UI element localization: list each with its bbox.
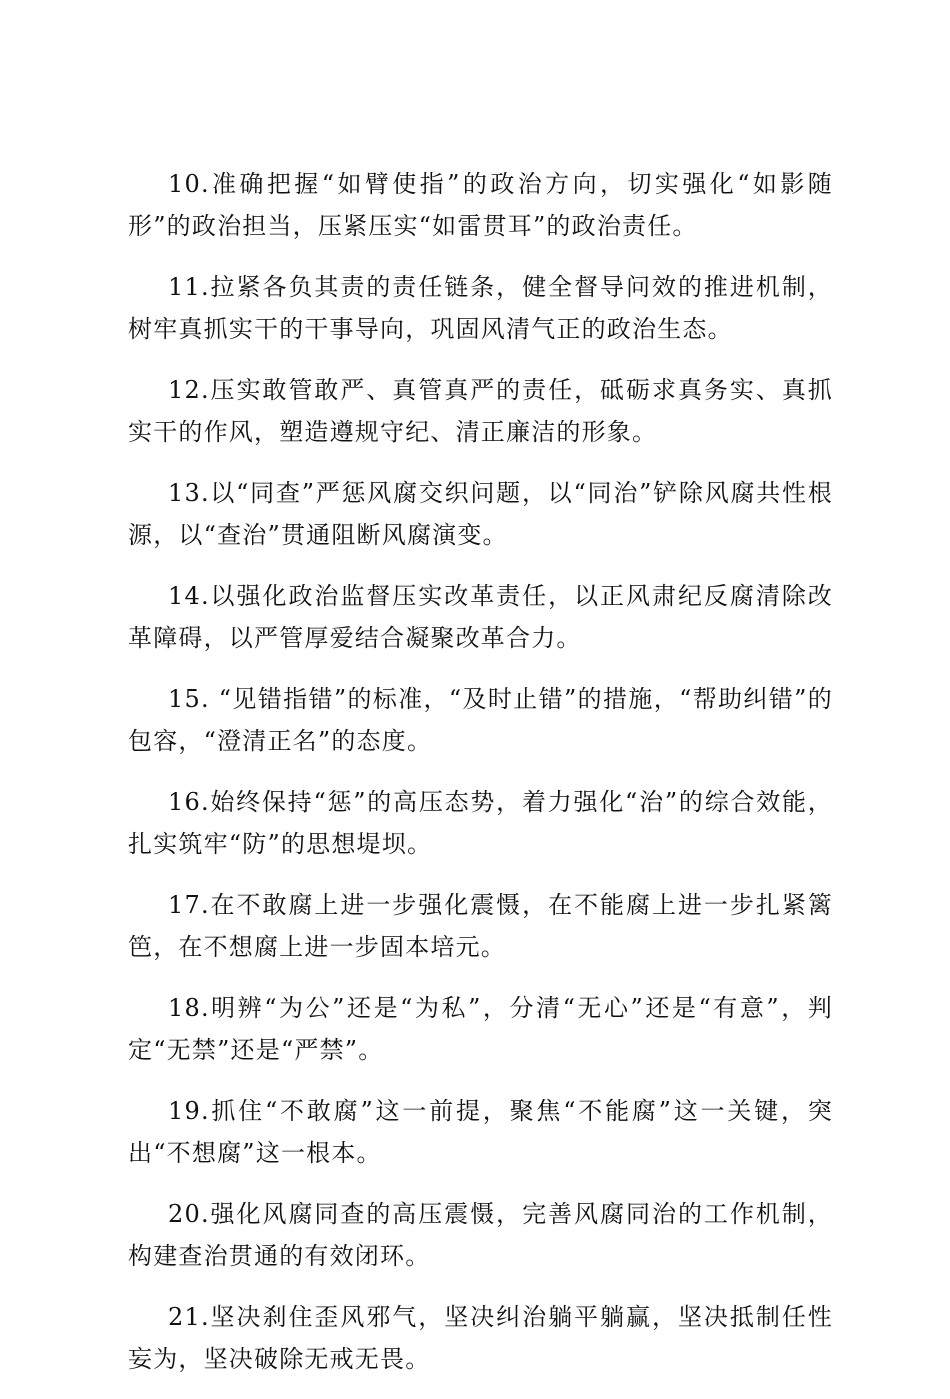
paragraph-18: 18.明辨“为公”还是“为私”，分清“无心”还是“有意”，判定“无禁”还是“严禁”。 — [128, 994, 833, 1064]
paragraph-17: 17.在不敢腐上进一步强化震慑，在不能腐上进一步扎紧篱笆，在不想腐上进一步固本培元。 — [128, 891, 833, 961]
paragraph-20: 20.强化风腐同查的高压震慑，完善风腐同治的工作机制，构建查治贯通的有效闭环。 — [128, 1200, 833, 1270]
paragraph-21: 21.坚决刹住歪风邪气，坚决纠治躺平躺赢，坚决抵制任性妄为，坚决破除无戒无畏。 — [128, 1303, 833, 1373]
document-body — [128, 163, 833, 1399]
paragraph-12: 12.压实敢管敢严、真管真严的责任，砥砺求真务实、真抓实干的作风，塑造遵规守纪、清正廉洁的形象。 — [128, 376, 833, 446]
paragraph-19: 19.抓住“不敢腐”这一前提，聚焦“不能腐”这一关键，突出“不想腐”这一根本。 — [128, 1097, 833, 1167]
paragraph-16: 16.始终保持“惩”的高压态势，着力强化“治”的综合效能，扎实筑牢“防”的思想堤坝。 — [128, 788, 833, 858]
paragraph-14: 14.以强化政治监督压实改革责任，以正风肃纪反腐清除改革障碍，以严管厚爱结合凝聚改革合力。 — [128, 582, 833, 652]
paragraph-13: 13.以“同查”严惩风腐交织问题，以“同治”铲除风腐共性根源，以“查治”贯通阻断风腐演变。 — [128, 479, 833, 549]
paragraph-15: 15. “见错指错”的标准，“及时止错”的措施，“帮助纠错”的包容，“澄清正名”的态度。 — [128, 685, 833, 755]
paragraph-10: 10.准确把握“如臂使指”的政治方向，切实强化“如影随形”的政治担当，压紧压实“如雷贯耳”的政治责任。 — [128, 170, 833, 240]
paragraph-11: 11.拉紧各负其责的责任链条，健全督导问效的推进机制，树牢真抓实干的干事导向，巩固风清气正的政治生态。 — [128, 273, 833, 343]
